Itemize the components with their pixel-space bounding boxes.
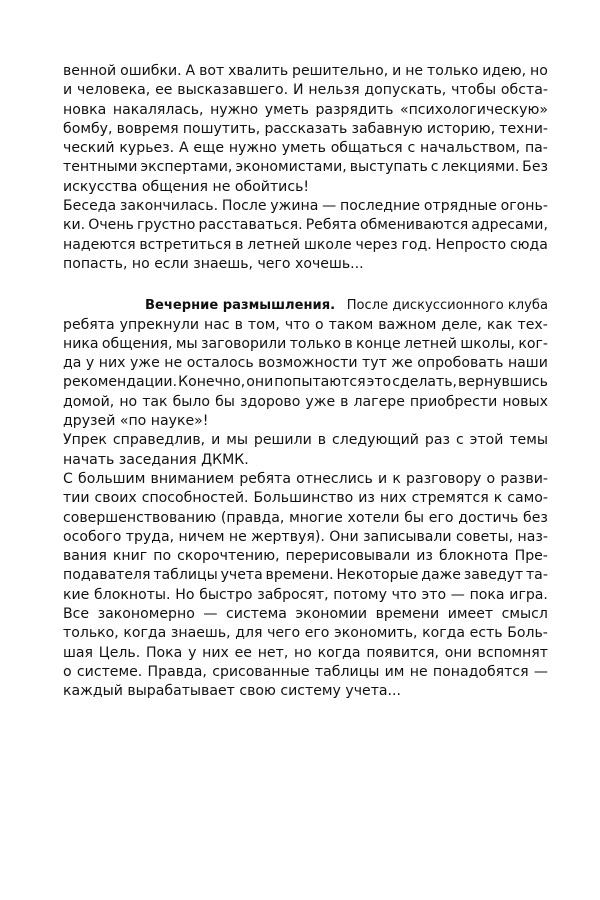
text-line: рекомендации. Конечно, они попытаются это сделать, вернувшись bbox=[63, 374, 548, 391]
text-line: тии своих способностей. Большинство из них стремятся к само- bbox=[63, 490, 548, 507]
text-line: венной ошибки. А вот хвалить решительно, и не только идею, но bbox=[63, 63, 548, 79]
section-first-line bbox=[63, 296, 548, 315]
text-line: вания книг по скорочтению, перерисовывали из блокнота Пре- bbox=[63, 548, 548, 565]
paragraph-3 bbox=[63, 296, 548, 431]
text-line: и человека, ее высказавшего. И нельзя допускать, чтобы обста- bbox=[63, 82, 548, 99]
text-line: ребята упрекнули нас в том, что о таком важном деле, как тех- bbox=[63, 316, 548, 333]
paragraph-1 bbox=[63, 62, 548, 197]
text-line: ки. Очень грустно расставаться. Ребята обмениваются адресами, bbox=[63, 217, 548, 234]
text-line: только, когда знаешь, для чего его экономить, когда есть Боль- bbox=[63, 625, 548, 642]
paragraph-2 bbox=[63, 197, 548, 274]
text-line: домой, но так было бы здорово уже в лагере приобрести новых bbox=[63, 393, 548, 410]
text-line: тентными экспертами, экономистами, выступать с лекциями. Без bbox=[63, 159, 548, 176]
text-line: надеются встретиться в летней школе через год. Непросто сюда bbox=[63, 236, 548, 253]
paragraph-4 bbox=[63, 431, 548, 470]
text-line: ника общения, мы заговорили только в конце летней школы, ког- bbox=[63, 335, 548, 352]
paragraph-5 bbox=[63, 470, 548, 702]
section-first-line-rest: После дискуссионного клуба bbox=[346, 298, 548, 314]
text-line: С большим вниманием ребята отнеслись и к разговору о разви- bbox=[63, 470, 548, 487]
text-line: совершенствованию (правда, многие хотели бы его достичь без bbox=[63, 509, 548, 526]
text-line: каждый вырабатывает свою систему учета... bbox=[63, 683, 401, 700]
text-line: Беседа закончилась. После ужина — последние отрядные огонь- bbox=[63, 198, 548, 215]
text-line: Все закономерно — система экономии времени имеет смысл bbox=[63, 606, 548, 623]
text-line: начать заседания ДКМК. bbox=[63, 451, 249, 468]
section-gap bbox=[63, 274, 548, 296]
section-heading: Вечерние размышления. bbox=[145, 298, 336, 314]
text-line: бомбу, вовремя пошутить, рассказать забавную историю, техни- bbox=[63, 120, 548, 137]
text-line: о системе. Правда, срисованные таблицы им не понадобятся — bbox=[63, 663, 548, 680]
text-line: кие блокноты. Но быстро забросят, потому что это — пока игра. bbox=[63, 586, 548, 603]
text-line: новка накалялась, нужно уметь разрядить «психологическую» bbox=[63, 101, 548, 118]
text-column bbox=[63, 62, 548, 702]
text-line: да у них уже не осталось возможности тут же опробовать наши bbox=[63, 355, 548, 372]
text-line: особого труда, ничем не жертвуя). Они записывали советы, наз- bbox=[63, 528, 548, 545]
text-line: ческий курьез. А еще нужно уметь общаться с начальством, па- bbox=[63, 140, 548, 157]
text-line: подавателя таблицы учета времени. Некоторые даже заведут та- bbox=[63, 567, 548, 584]
text-line: друзей «по науке»! bbox=[63, 413, 209, 430]
text-line: Упрек справедлив, и мы решили в следующий раз с этой темы bbox=[63, 432, 548, 449]
text-line: шая Цель. Пока у них ее нет, но когда появится, они вспомнят bbox=[63, 644, 548, 661]
text-line: искусства общения не обойтись! bbox=[63, 178, 310, 195]
text-line: попасть, но если знаешь, чего хочешь... bbox=[63, 255, 364, 272]
